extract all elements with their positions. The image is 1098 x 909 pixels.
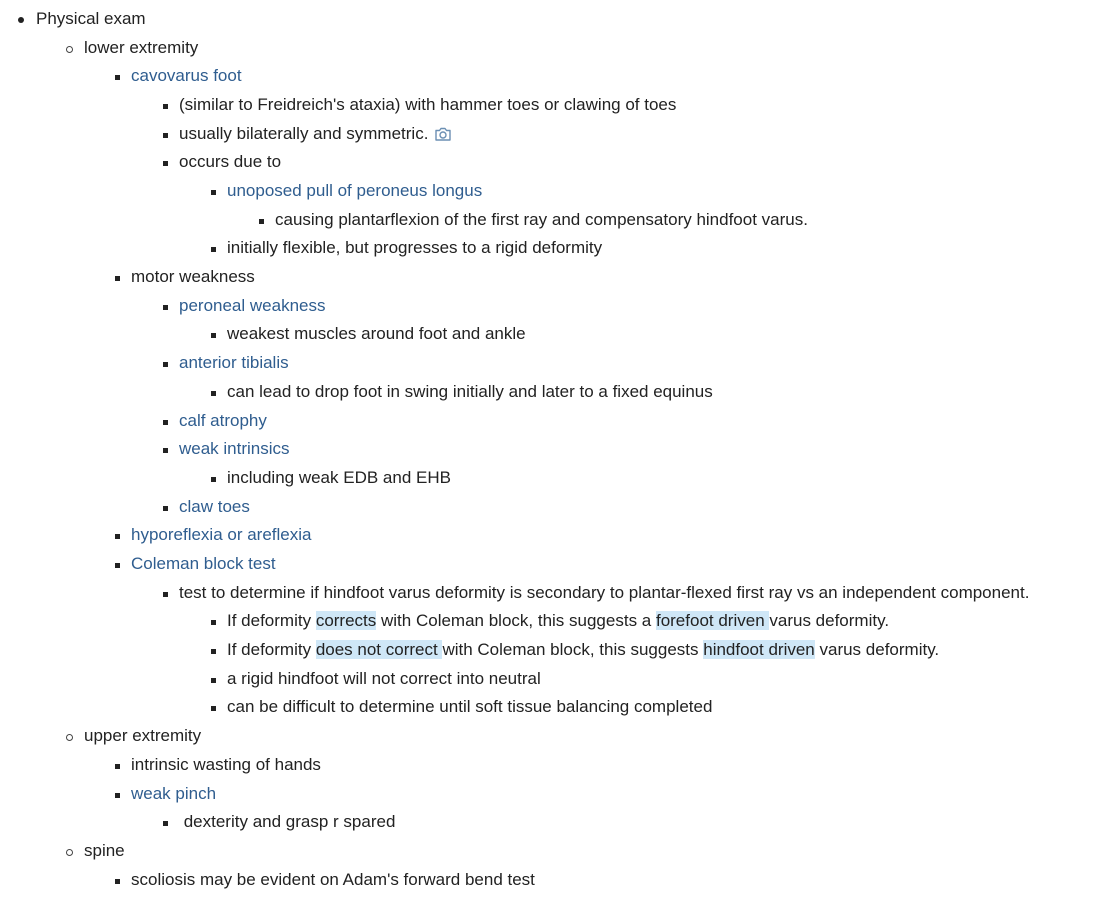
truncated-previous-line [36,0,496,2]
outline-text: intrinsic wasting of hands [131,755,321,774]
link-calf-atrophy[interactable]: calf atrophy [179,411,267,430]
link-unopposed-pull[interactable]: unoposed pull of peroneus longus [227,181,483,200]
highlight: corrects [315,611,377,630]
highlight: does not correct [315,640,443,659]
outline-text: test to determine if hindfoot varus deformity is secondary to plantar-flexed first ray vs an independent component. [179,583,1030,602]
outline-text: Physical exam [36,9,146,28]
outline-text: occurs due to [179,152,282,171]
outline-text: usually bilaterally and symmetric. [179,124,429,143]
link-coleman-block-test[interactable]: Coleman block test [131,554,276,573]
highlight: forefoot driven [655,611,770,630]
highlight: hindfoot driven [703,640,815,659]
link-anterior-tibialis[interactable]: anterior tibialis [179,353,289,372]
outline-text: including weak EDB and EHB [227,468,451,487]
outline-text: lower extremity [84,38,199,57]
outline-text: scoliosis may be evident on Adam's forward bend test [131,870,535,889]
link-weak-intrinsics[interactable]: weak intrinsics [179,439,290,458]
link-cavovarus-foot[interactable]: cavovarus foot [131,66,242,85]
outline-text: initially flexible, but progresses to a rigid deformity [227,238,603,257]
link-hyporeflexia[interactable]: hyporeflexia or areflexia [131,525,312,544]
link-claw-toes[interactable]: claw toes [179,497,250,516]
outline-text: (similar to Freidreich's ataxia) with hammer toes or clawing of toes [179,95,677,114]
outline-text: can lead to drop foot in swing initially and later to a fixed equinus [227,382,713,401]
outline-text: causing plantarflexion of the first ray and compensatory hindfoot varus. [275,210,808,229]
outline-text: weakest muscles around foot and ankle [227,324,526,343]
outline-text: a rigid hindfoot will not correct into neutral [227,669,541,688]
outline-text: spine [84,841,125,860]
outline-text: If deformity corrects with Coleman block, this suggests a forefoot driven varus deformity. [227,611,890,630]
camera-icon[interactable] [434,123,452,152]
link-weak-pinch[interactable]: weak pinch [131,784,217,803]
outline-text: can be difficult to determine until soft tissue balancing completed [227,697,713,716]
outline-text: dexterity and grasp r spared [179,812,396,831]
outline-text: motor weakness [131,267,255,286]
outline-text: If deformity does not correct with Coleman block, this suggests hindfoot driven varus deformity. [227,640,940,659]
outline-text: upper extremity [84,726,202,745]
link-peroneal-weakness[interactable]: peroneal weakness [179,296,326,315]
